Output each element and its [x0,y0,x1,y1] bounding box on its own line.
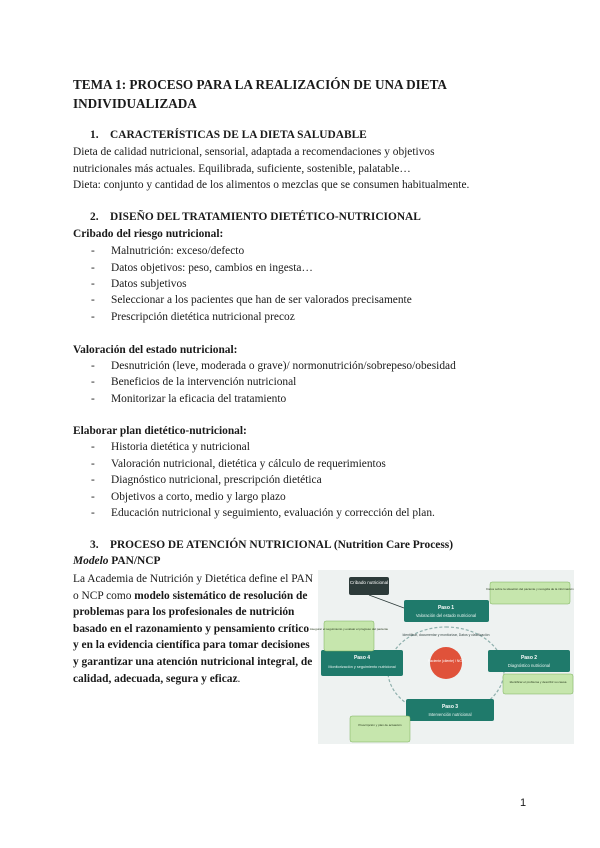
subsection-title: Elaborar plan dietético-nutricional: [73,425,247,437]
document-page: TEMA 1: PROCESO PARA LA REALIZACIÓN DE UNA DIETA INDIVIDUALIZADA 1. CARACTERÍSTICAS DE LA DIETA SALUDABLE Dieta de calidad nutricional, sensorial, adaptada a recomendaciones y objetivos nutricionales más actuales. Equilibrada, suficiente, sostenible, palatable… Dieta: conjunto y cantidad de los alimentos o mezclas que se consumen habitualmente. 2. DISEÑO DEL TRATAMIENTO DIETÉTICO-NUTRICIONAL Cribado del riesgo nutricional: - Malnutrición: exceso/defecto - Datos objetivos: peso, cambios en ingesta… - Datos subjetivos - Seleccionar a los pacientes que han de ser valorados precisamente - Prescripción dietética nutricional precoz Valoración del estado nutricional: - Desnutrición (leve, moderada o grave)/ normonutrición/sobrepeso/obesidad - Beneficios de la intervención nutricional - Monitorizar la eficacia del tratamiento Elaborar plan dietético-nutricional: - Historia dietética y nutricional - Valoración nutricional, dietética y cálculo de requerimientos - Diagnóstico nutricional, prescripción dietética - Objetivos a corto, medio y largo plazo - Educación nutricional y seguimiento, evaluación y corrección del plan. 3. PROCESO DE ATENCIÓN NUTRICIONAL (Nutrition Care Process) Modelo PAN/NCP La Academia de Nutrición y Dietética define el PAN o NCP como modelo sistemático de resolución de problemas para los profesionales de nutrición basado en el razonamiento y pensamiento crítico y en la evidencia científica para tomar decisiones y garantizar una atención nutricional integral, de calidad, adecuada, segura y eficaz. Cribado nutricional Paso 1 Valoración del estado nutricional Paso 2 Diagnóstico nutricional Paso 3 Intervención nutricional Paso 4 Monitorización y seguimiento nutricional Paciente (cliente) / NCP Identificar, documentar y monitorizar, Datos y clasificación Datos sobre la situación del paciente y recogida de la información Asegurar el seguimiento y evaluar el progreso del paciente Identificar el problema y describir su causa Prescripción y plan de actuación 1 [73,77,574,809]
step2-title: Paso 2 [520,655,538,661]
ncp-diagram [309,570,574,744]
note-left-text: Asegurar el seguimiento y evaluar el progreso del paciente [309,627,389,631]
note-bottom-text: Prescripción y plan de actuación [358,723,402,727]
subsection-title: Valoración del estado nutricional: [73,344,238,356]
screening-label: Cribado nutricional [349,580,389,585]
step1-title: Paso 1 [437,605,455,611]
section-number: 3. [90,539,99,551]
middle-text: Identificar, documentar y monitorizar, Datos y clasificación [402,633,490,637]
step3-subtitle: Intervención nutricional [428,712,472,717]
section-title: DISEÑO DEL TRATAMIENTO DIETÉTICO-NUTRICIONAL [110,211,421,223]
step1-box [404,600,489,622]
note-right-text: Identificar el problema y describir su causa [509,680,567,684]
step2-box [488,650,570,672]
note-top-right [490,582,570,604]
note-top-right-text: Datos sobre la situación del paciente y recogida de la información [486,587,574,591]
center-label: Paciente (cliente) / NCP [427,659,465,663]
step3-title: Paso 3 [441,704,459,710]
step4-subtitle: Monitorización y seguimiento nutricional [328,665,396,669]
page-title: TEMA 1: PROCESO PARA LA REALIZACIÓN DE UNA DIETA INDIVIDUALIZADA [73,77,447,111]
ncp-intro-paragraph: La Academia de Nutrición y Dietética define el PAN o NCP como modelo sistemático de resolución de problemas para los profesionales de nutrición basado en el razonamiento y pensamiento crítico y en la evidencia científica para tomar decisiones y garantizar una atención nutricional integral, de calidad, adecuada, segura y eficaz. [73,573,313,685]
step3-box [406,699,494,721]
note-right [503,674,573,694]
paragraph-line: nutricionales más actuales. Equilibrada, suficiente, sostenible, palatable… [73,163,411,175]
patient-center-circle [430,647,462,679]
paragraph-line: Dieta de calidad nutricional, sensorial, adaptada a recomendaciones y objetivos [73,146,435,158]
model-subtitle: Modelo PAN/NCP [73,555,161,567]
section-title: PROCESO DE ATENCIÓN NUTRICIONAL (Nutrition Care Process) [110,539,453,551]
note-left [324,621,374,651]
section-title: CARACTERÍSTICAS DE LA DIETA SALUDABLE [110,129,367,141]
section-number: 2. [90,211,99,223]
note-bottom [350,716,410,742]
subsection-title: Cribado del riesgo nutricional: [73,228,224,240]
step4-title: Paso 4 [353,655,371,661]
step1-subtitle: Valoración del estado nutricional [415,613,477,618]
paragraph-line: Dieta: conjunto y cantidad de los alimentos o mezclas que se consumen habitualmente. [73,179,470,191]
step2-subtitle: Diagnóstico nutricional [507,663,551,668]
step4-box [321,650,403,676]
section-number: 1. [90,129,99,141]
page-number: 1 [520,797,527,809]
